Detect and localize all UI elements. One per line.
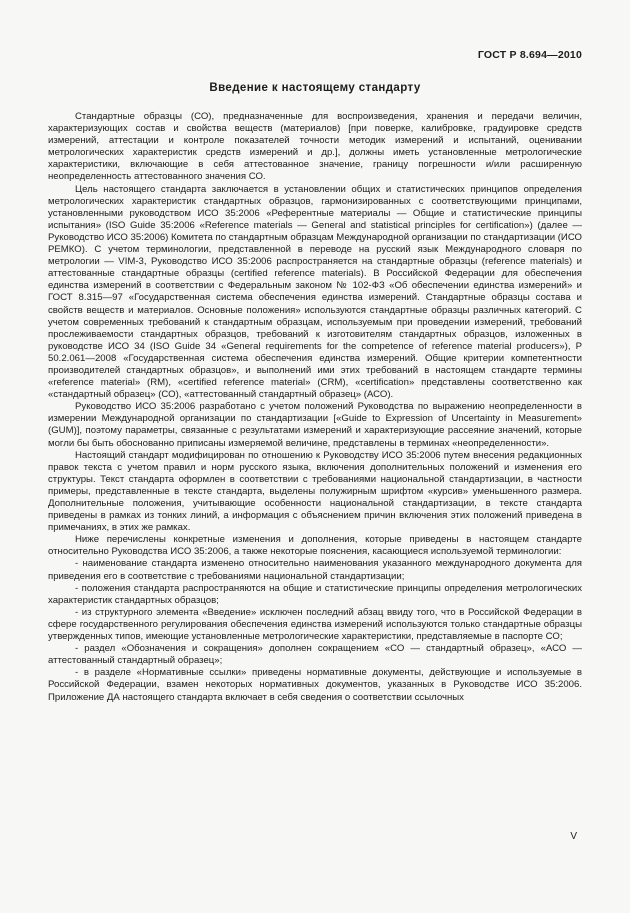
paragraph: Ниже перечислены конкретные изменения и дополнения, которые приведены в настоящем стандарте относительно Руководства ИСО 35:2006, а также некоторые пояснения, касающиеся используемой терминологии:	[48, 534, 582, 558]
list-item: - раздел «Обозначения и сокращения» дополнен сокращением «СО — стандартный образец», «АСО — аттестованный стандартный образец»;	[48, 643, 582, 667]
body-text	[48, 111, 582, 704]
page-number: V	[570, 831, 577, 842]
document-id: ГОСТ Р 8.694—2010	[477, 49, 582, 61]
list-item: - в разделе «Нормативные ссылки» приведены нормативные документы, действующие и используемые в Российской Федерации, взамен некоторых нормативных документов, указанных в Руководстве ИСО 35:2006. Приложение ДА настоящего стандарта включает в себя сведения о соответствии ссылочных	[48, 667, 582, 703]
paragraph: Стандартные образцы (СО), предназначенные для воспроизведения, хранения и передачи величин, характеризующих состав и свойства веществ (материалов) [при поверке, калибровке, градуировке средств измерений, аттестации и контроле показателей точности методик измерений и испытаний, оценивании метрологических характеристик средств измерений и др.], должны иметь установленные метрологические характеристики, включающие в себя аттестованное значение, границу погрешности и/или расширенную неопределенность аттестованного значения СО.	[48, 111, 582, 183]
list-item: - наименование стандарта изменено относительно наименования указанного международного документа для приведения его в соответствие с требованиями национальной стандартизации;	[48, 558, 582, 582]
list-item: - из структурного элемента «Введение» исключен последний абзац ввиду того, что в Российской Федерации в сфере государственного регулирования обеспечения единства измерений используются только стандартные образцы утвержденных типов, имеющие установленные метрологические характеристики, представляемые в паспорте СО;	[48, 606, 582, 643]
paragraph: Цель настоящего стандарта заключается в установлении общих и статистических принципов определения метрологических характеристик стандартных образцов, гармонизированных с соответствующими принципами, установленными руководством ИСО 35:2006 «Референтные материалы — Общие и статистические принципы испытания» (ISO Guide 35:2006 «Reference materials — General and statistical principles for certification») (далее — Руководство ИСО 35:2006) Комитета по стандартным образцам Международной организации по стандартизации (ИСО РЕМКО). С учетом терминологии, представленной в переводе на русский язык Международного словаря по метрологии — VIM-3, Руководство ИСО 35:2006 распространяется на стандартные образцы (reference materials) и аттестованные стандартные образцы (certified reference materials). В Российской Федерации для обеспечения единства измерений в соответствии с Федеральным законом № 102-ФЗ «Об обеспечении единства измерений» и ГОСТ 8.315—97 «Государственная система обеспечения единства измерений. Стандартные образцы состава и свойств веществ и материалов. Основные положения» используются стандартные образцы различных категорий. С учетом современных требований к стандартным образцам, используемым при проведении измерений, требований прослеживаемости стандартных образцов, требований к изготовителям стандартных образцов, изложенных в руководстве ИСО 34 (ISO Guide 34 «General requirements for the competence of reference material producers»), Р 50.2.061—2008 «Государственная система обеспечения единства измерений. Общие критерии компетентности производителей стандартных образцов», и выполнений ими этих требований в настоящем стандарте термины «reference material» (RM), «certified reference material» (CRM), «certification» представлены соответственно как «стандартный образец» (СО), «аттестованный стандартный образец» (АСО).	[48, 183, 582, 401]
paragraph: Настоящий стандарт модифицирован по отношению к Руководству ИСО 35:2006 путем внесения редакционных правок текста с учетом правил и норм русского языка, включения дополнительных положений и изменения его структуры. Текст стандарта оформлен в соответствии с требованиями национальной стандартизации, в частности примеры, представленные в тексте стандарта, выделены полужирным шрифтом «курсив» уменьшенного размера. Дополнительные положения, учитывающие особенности национальной стандартизации, в тексте стандарта приведены в рамках из тонких линий, а информация с объяснением причин включения этих положений приведена в примечаниях, в этих же рамках.	[48, 449, 582, 534]
section-title: Введение к настоящему стандарту	[209, 82, 421, 94]
paragraph: Руководство ИСО 35:2006 разработано с учетом положений Руководства по выражению неопределенности в измерении Международной организации по стандартизации [«Guide to Expression of Uncertainty in Measurement» (GUM)], поэтому параметры, связанные с результатами измерений и характеризующие рассеяние значений, которые могли бы быть обоснованно приписаны измеряемой величине, представлены в терминах «неопределенности».	[48, 401, 582, 449]
list-item: - положения стандарта распространяются на общие и статистические принципы определения метрологических характеристик стандартных образцов;	[48, 582, 582, 606]
